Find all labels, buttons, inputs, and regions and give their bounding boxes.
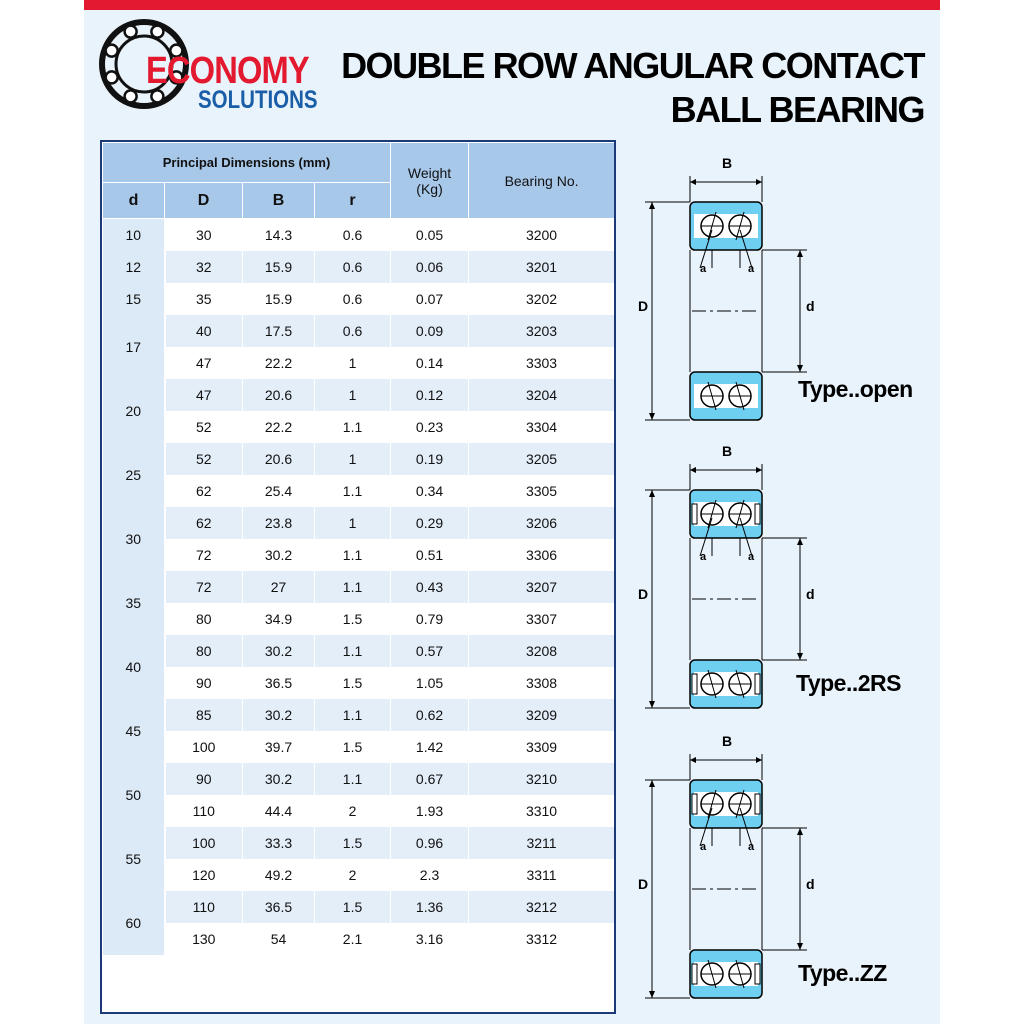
principal-dimensions-header: Principal Dimensions (mm) <box>103 143 391 183</box>
table-row <box>103 763 615 795</box>
table-row <box>103 475 615 507</box>
cell-weight: 0.29 <box>391 507 469 539</box>
type-label-open: Type..open <box>798 376 913 402</box>
cell-bearing-no: 3311 <box>469 859 615 891</box>
cell-bearing-no: 3211 <box>469 827 615 859</box>
cell-bearing-no: 3203 <box>469 315 615 347</box>
cell-outer-D: 47 <box>165 347 243 379</box>
cell-width-B: 39.7 <box>243 731 315 763</box>
label-d: d <box>806 876 815 892</box>
column-header-r: r <box>315 183 391 219</box>
cell-outer-D: 100 <box>165 827 243 859</box>
cell-weight: 0.43 <box>391 571 469 603</box>
cell-weight: 1.93 <box>391 795 469 827</box>
cell-radius-r: 2 <box>315 795 391 827</box>
cell-bore-d: 55 <box>103 827 165 891</box>
table-row <box>103 923 615 955</box>
cell-bore-d: 45 <box>103 699 165 763</box>
cell-outer-D: 130 <box>165 923 243 955</box>
label-D: D <box>638 586 649 602</box>
table-row <box>103 891 615 923</box>
cell-outer-D: 85 <box>165 699 243 731</box>
cell-weight: 0.06 <box>391 251 469 283</box>
table-row <box>103 315 615 347</box>
cell-width-B: 22.2 <box>243 347 315 379</box>
table-row <box>103 731 615 763</box>
cell-bearing-no: 3210 <box>469 763 615 795</box>
cell-weight: 0.12 <box>391 379 469 411</box>
label-a-right: a <box>748 841 755 853</box>
cell-bearing-no: 3209 <box>469 699 615 731</box>
cell-bore-d: 35 <box>103 571 165 635</box>
cell-bearing-no: 3303 <box>469 347 615 379</box>
cell-outer-D: 47 <box>165 379 243 411</box>
cell-width-B: 15.9 <box>243 251 315 283</box>
cell-bearing-no: 3304 <box>469 411 615 443</box>
cell-weight: 0.09 <box>391 315 469 347</box>
label-B: B <box>722 155 733 171</box>
label-a-left: a <box>700 841 707 853</box>
cell-bearing-no: 3201 <box>469 251 615 283</box>
cell-width-B: 20.6 <box>243 379 315 411</box>
company-logo <box>96 14 336 124</box>
cell-outer-D: 80 <box>165 603 243 635</box>
cell-bearing-no: 3312 <box>469 923 615 955</box>
cell-width-B: 27 <box>243 571 315 603</box>
cell-radius-r: 0.6 <box>315 251 391 283</box>
cell-radius-r: 1.5 <box>315 827 391 859</box>
dimensions-table-container <box>100 140 616 1014</box>
column-header-D: D <box>165 183 243 219</box>
cell-bearing-no: 3204 <box>469 379 615 411</box>
cell-radius-r: 1.1 <box>315 539 391 571</box>
cell-width-B: 36.5 <box>243 891 315 923</box>
cell-outer-D: 110 <box>165 891 243 923</box>
cell-width-B: 30.2 <box>243 635 315 667</box>
cell-bearing-no: 3308 <box>469 667 615 699</box>
table-row <box>103 667 615 699</box>
cell-radius-r: 1.5 <box>315 891 391 923</box>
cell-bore-d: 40 <box>103 635 165 699</box>
cell-radius-r: 1 <box>315 443 391 475</box>
cell-width-B: 15.9 <box>243 283 315 315</box>
cell-bearing-no: 3207 <box>469 571 615 603</box>
cell-radius-r: 1 <box>315 507 391 539</box>
cell-weight: 1.05 <box>391 667 469 699</box>
table-row <box>103 603 615 635</box>
table-row <box>103 827 615 859</box>
cell-width-B: 33.3 <box>243 827 315 859</box>
cell-outer-D: 32 <box>165 251 243 283</box>
cell-weight: 0.19 <box>391 443 469 475</box>
cell-bearing-no: 3310 <box>469 795 615 827</box>
cell-width-B: 17.5 <box>243 315 315 347</box>
cell-weight: 1.42 <box>391 731 469 763</box>
cell-radius-r: 1.1 <box>315 699 391 731</box>
cell-width-B: 22.2 <box>243 411 315 443</box>
table-row <box>103 795 615 827</box>
table-row <box>103 571 615 603</box>
cell-weight: 0.67 <box>391 763 469 795</box>
table-row <box>103 635 615 667</box>
label-D: D <box>638 298 649 314</box>
cell-radius-r: 1.5 <box>315 667 391 699</box>
cell-outer-D: 52 <box>165 411 243 443</box>
cell-weight: 0.57 <box>391 635 469 667</box>
cell-outer-D: 62 <box>165 475 243 507</box>
dimensions-table <box>102 142 615 955</box>
cell-bearing-no: 3208 <box>469 635 615 667</box>
cell-outer-D: 90 <box>165 763 243 795</box>
weight-header: Weight (Kg) <box>391 143 469 219</box>
table-row <box>103 699 615 731</box>
cell-outer-D: 35 <box>165 283 243 315</box>
cell-bearing-no: 3306 <box>469 539 615 571</box>
cell-width-B: 54 <box>243 923 315 955</box>
cell-radius-r: 1.1 <box>315 475 391 507</box>
table-row <box>103 859 615 891</box>
cell-outer-D: 72 <box>165 539 243 571</box>
cell-bore-d: 15 <box>103 283 165 315</box>
table-row <box>103 539 615 571</box>
cell-bearing-no: 3212 <box>469 891 615 923</box>
cell-width-B: 14.3 <box>243 219 315 252</box>
cell-weight: 0.34 <box>391 475 469 507</box>
cell-radius-r: 1.5 <box>315 731 391 763</box>
label-D: D <box>638 876 649 892</box>
cell-radius-r: 0.6 <box>315 283 391 315</box>
cell-radius-r: 0.6 <box>315 219 391 252</box>
table-row <box>103 411 615 443</box>
cell-weight: 0.62 <box>391 699 469 731</box>
cell-bore-d: 12 <box>103 251 165 283</box>
cell-bearing-no: 3307 <box>469 603 615 635</box>
page-title <box>341 44 924 132</box>
cell-radius-r: 1.1 <box>315 763 391 795</box>
cell-outer-D: 52 <box>165 443 243 475</box>
cell-radius-r: 1.1 <box>315 411 391 443</box>
cell-bearing-no: 3206 <box>469 507 615 539</box>
cell-outer-D: 30 <box>165 219 243 252</box>
cell-width-B: 30.2 <box>243 699 315 731</box>
cell-radius-r: 1 <box>315 379 391 411</box>
cell-bore-d: 25 <box>103 443 165 507</box>
top-red-bar <box>84 0 940 10</box>
cell-width-B: 44.4 <box>243 795 315 827</box>
cell-radius-r: 0.6 <box>315 315 391 347</box>
table-row <box>103 443 615 475</box>
table-row <box>103 283 615 315</box>
cell-width-B: 25.4 <box>243 475 315 507</box>
label-a-left: a <box>700 551 707 563</box>
logo-solutions-text: SOLUTIONS <box>198 86 318 114</box>
label-B: B <box>722 733 733 749</box>
type-label-2rs: Type..2RS <box>796 670 901 696</box>
column-header-d: d <box>103 183 165 219</box>
table-row <box>103 219 615 252</box>
label-a-left: a <box>700 263 707 275</box>
cell-weight: 0.79 <box>391 603 469 635</box>
cell-radius-r: 1.1 <box>315 635 391 667</box>
cell-weight: 0.96 <box>391 827 469 859</box>
label-a-right: a <box>748 551 755 563</box>
label-d: d <box>806 586 815 602</box>
table-body <box>103 219 615 956</box>
cell-weight: 1.36 <box>391 891 469 923</box>
cell-bore-d: 50 <box>103 763 165 827</box>
cell-width-B: 30.2 <box>243 539 315 571</box>
type-label-zz: Type..ZZ <box>798 960 887 986</box>
cell-bearing-no: 3200 <box>469 219 615 252</box>
cell-bore-d: 30 <box>103 507 165 571</box>
cell-width-B: 30.2 <box>243 763 315 795</box>
cell-outer-D: 120 <box>165 859 243 891</box>
table-row <box>103 251 615 283</box>
cell-bore-d: 60 <box>103 891 165 955</box>
column-header-B: B <box>243 183 315 219</box>
logo-economy-text: ECONOMY <box>146 50 309 92</box>
cell-radius-r: 1.1 <box>315 571 391 603</box>
cell-weight: 0.51 <box>391 539 469 571</box>
table-row <box>103 379 615 411</box>
cell-weight: 0.05 <box>391 219 469 252</box>
cell-weight: 0.14 <box>391 347 469 379</box>
cell-width-B: 36.5 <box>243 667 315 699</box>
cell-outer-D: 100 <box>165 731 243 763</box>
cell-weight: 0.07 <box>391 283 469 315</box>
cell-bearing-no: 3202 <box>469 283 615 315</box>
cell-outer-D: 80 <box>165 635 243 667</box>
cell-radius-r: 2 <box>315 859 391 891</box>
cell-outer-D: 72 <box>165 571 243 603</box>
table-row <box>103 507 615 539</box>
cell-bearing-no: 3309 <box>469 731 615 763</box>
cell-outer-D: 90 <box>165 667 243 699</box>
cell-width-B: 34.9 <box>243 603 315 635</box>
title-line-2: BALL BEARING <box>670 89 924 130</box>
cell-outer-D: 110 <box>165 795 243 827</box>
cell-weight: 3.16 <box>391 923 469 955</box>
bearing-number-header: Bearing No. <box>469 143 615 219</box>
label-d: d <box>806 298 815 314</box>
cell-radius-r: 1 <box>315 347 391 379</box>
table-row <box>103 347 615 379</box>
cell-outer-D: 62 <box>165 507 243 539</box>
cell-bore-d: 17 <box>103 315 165 379</box>
cell-weight: 2.3 <box>391 859 469 891</box>
label-B: B <box>722 443 733 459</box>
cell-width-B: 49.2 <box>243 859 315 891</box>
cell-width-B: 23.8 <box>243 507 315 539</box>
cell-bore-d: 10 <box>103 219 165 252</box>
title-line-1: DOUBLE ROW ANGULAR CONTACT <box>341 45 924 86</box>
cell-width-B: 20.6 <box>243 443 315 475</box>
cell-weight: 0.23 <box>391 411 469 443</box>
cell-radius-r: 2.1 <box>315 923 391 955</box>
cell-radius-r: 1.5 <box>315 603 391 635</box>
label-a-right: a <box>748 263 755 275</box>
cell-outer-D: 40 <box>165 315 243 347</box>
cell-bearing-no: 3305 <box>469 475 615 507</box>
cell-bore-d: 20 <box>103 379 165 443</box>
cell-bearing-no: 3205 <box>469 443 615 475</box>
